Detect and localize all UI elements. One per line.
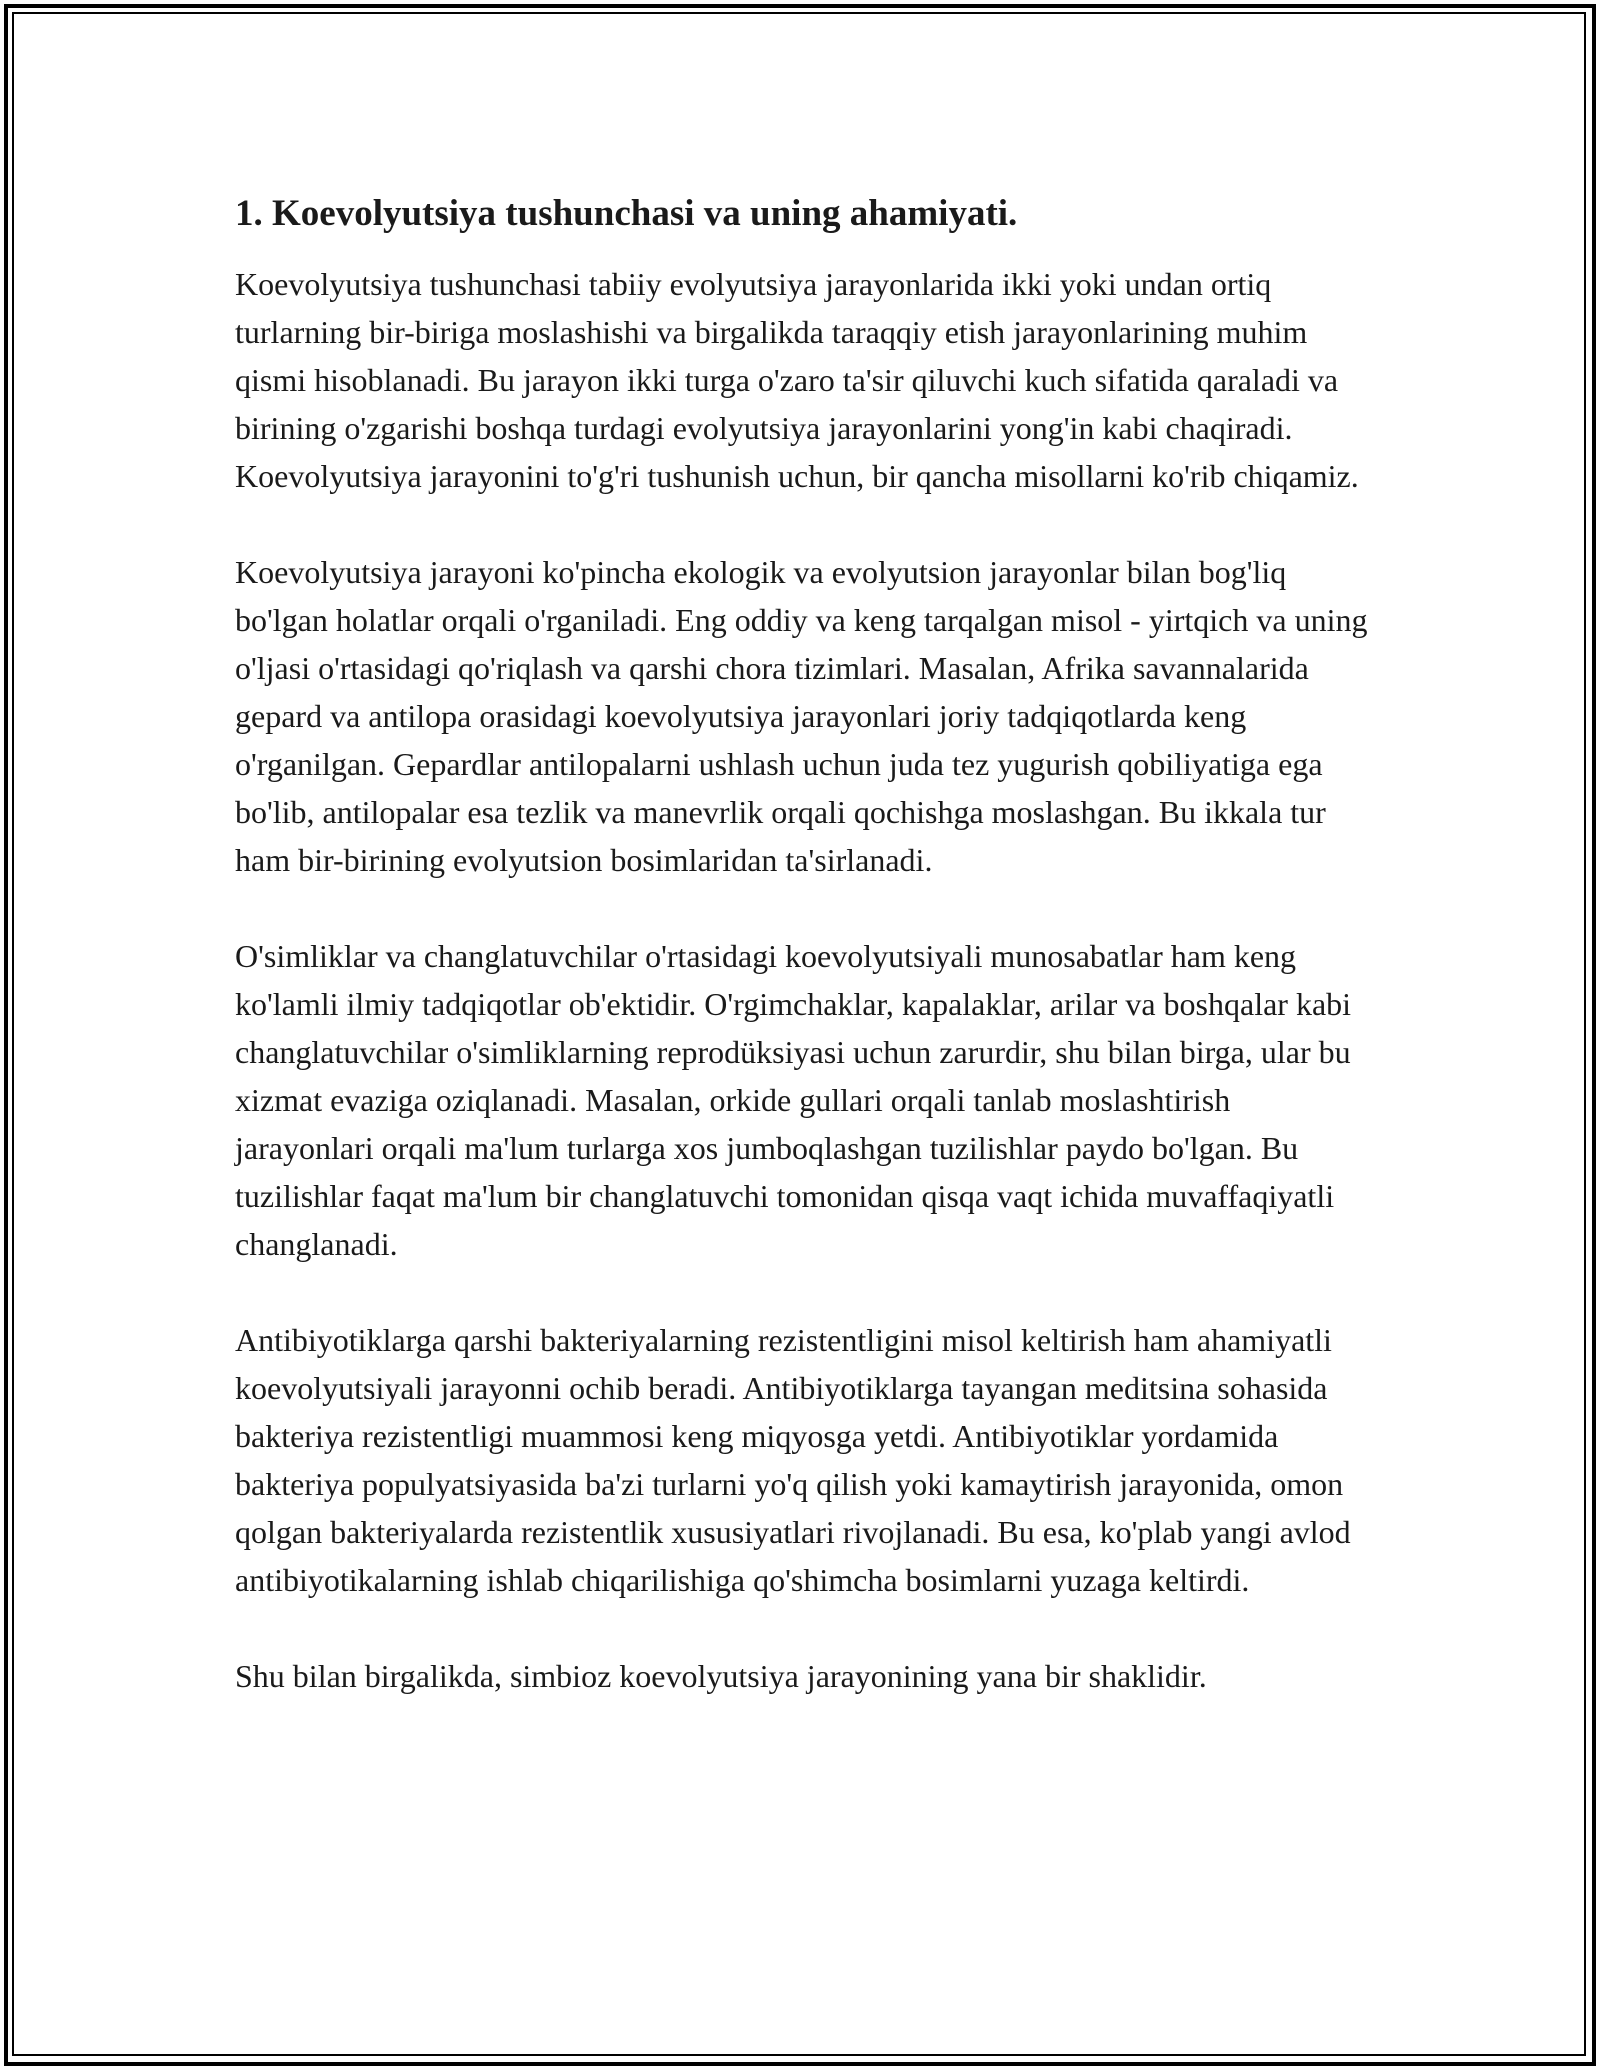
paragraph-predator-prey: Koevolyutsiya jarayoni ko'pincha ekologik va evolyutsion jarayonlar bilan bog'liq bo'lgan holatlar orqali o'rganiladi. Eng oddiy va keng tarqalgan misol - yirtqich va uning o'ljasi o'rtasidagi qo'riqlash va qarshi chora tizimlari. Masalan, Afrika savannalarida gepard va antilopa orasidagi koevolyutsiya jarayonlari joriy tadqiqotlarda keng o'rganilgan. Gepardlar antilopalarni ushlash uchun juda tez yugurish qobiliyatiga ega bo'lib, antilopalar esa tezlik va manevrlik orqali qochishga moslashgan. Bu ikkala tur ham bir-birining evolyutsion bosimlaridan ta'sirlanadi. [235,554,1368,878]
document-body [235,188,1375,1748]
paragraph-symbiosis: Shu bilan birgalikda, simbioz koevolyutsiya jarayonining yana bir shaklidir. [235,1658,1207,1694]
paragraph-antibiotic-resistance: Antibiyotiklarga qarshi bakteriyalarning rezistentligini misol keltirish ham ahamiyatli koevolyutsiyali jarayonni ochib beradi. Antibiyotiklarga tayangan meditsina sohasida bakteriya rezistentligi muammosi keng miqyosga yetdi. Antibiyotiklar yordamida bakteriya populyatsiyasida ba'zi turlarni yo'q qilish yoki kamaytirish jarayonida, omon qolgan bakteriyalarda rezistentlik xususiyatlari rivojlanadi. Bu esa, ko'plab yangi avlod antibiyotikalarning ishlab chiqarilishiga qo'shimcha bosimlarni yuzaga keltirdi. [235,1322,1351,1598]
paragraph-plants-pollinators: O'simliklar va changlatuvchilar o'rtasidagi koevolyutsiyali munosabatlar ham keng ko'lamli ilmiy tadqiqotlar ob'ektidir. O'rgimchaklar, kapalaklar, arilar va boshqalar kabi changlatuvchilar o'simliklarning reprodüksiyasi uchun zarurdir, shu bilan birga, ular bu xizmat evaziga oziqlanadi. Masalan, orkide gullari orqali tanlab moslashtirish jarayonlari orqali ma'lum turlarga xos jumboqlashgan tuzilishlar paydo bo'lgan. Bu tuzilishlar faqat ma'lum bir changlatuvchi tomonidan qisqa vaqt ichida muvaffaqiyatli changlanadi. [235,938,1352,1262]
section-heading: 1. Koevolyutsiya tushunchasi va uning ahamiyati. [235,193,1018,234]
paragraph-intro: Koevolyutsiya tushunchasi tabiiy evolyutsiya jarayonlarida ikki yoki undan ortiq turlarning bir-biriga moslashishi va birgalikda taraqqiy etish jarayonlarining muhim qismi hisoblanadi. Bu jarayon ikki turga o'zaro ta'sir qiluvchi kuch sifatida qaraladi va birining o'zgarishi boshqa turdagi evolyutsiya jarayonlarini yong'in kabi chaqiradi. Koevolyutsiya jarayonini to'g'ri tushunish uchun, bir qancha misollarni ko'rib chiqamiz. [235,266,1359,494]
